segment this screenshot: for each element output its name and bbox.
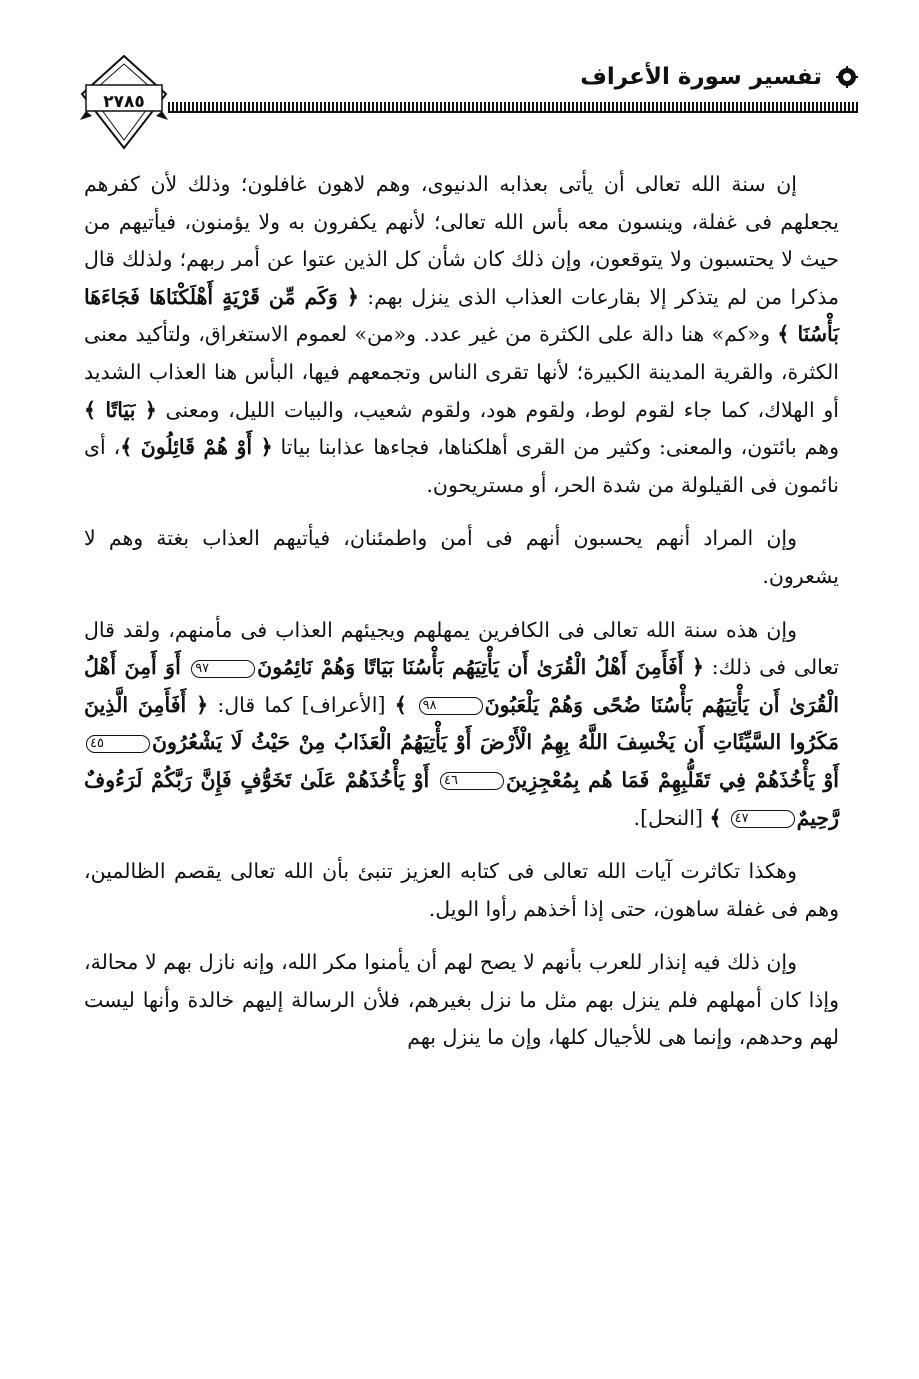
paragraph [84, 853, 839, 928]
quran-verse: ﴿ أَوْ هُمْ قَائِلُونَ ﴾ [120, 435, 273, 460]
running-title: تفسير سورة الأعراف [580, 64, 822, 90]
quran-verse: ﴿ بَيَاتًا ﴾ [84, 397, 157, 422]
text-segment: وإن ذلك فيه إنذار للعرب بأنهم لا يصح لهم أن يأمنوا مكر الله، وإنه نازل بهم لا محالة، وإذا كان أمهلهم فلم ينزل بهم مثل ما نزل بغيرهم، فلأن الرسالة إليهم خالدة وأنها ليست لهم وحدهم، وإنما هى للأجيال كلها، وإن ما ينزل بهم [84, 950, 839, 1050]
text-segment: ، أى نائمون فى القيلولة من شدة الحر، أو مستريحون. [84, 435, 839, 497]
text-segment: وهكذا تكاثرت آيات الله تعالى فى كتابه العزيز تنبئ بأن الله تعالى يقصم الظالمين، وهم فى غفلة ساهون، حتى إذا أخذهم رأوا الويل. [84, 859, 839, 921]
quran-verse: ﴾ [394, 692, 417, 717]
text-segment: و«كم» هنا دالة على الكثرة من غير عدد. و«من» لعموم الاستغراق، ولتأكيد معنى الكثرة، والقرية المدينة الكبيرة؛ لأنها تقرى الناس وتجمعهم فيها، البأس هنا العذاب الشديد أو الهلاك، كما جاء لقوم لوط، ولقوم هود، ولقوم شعيب، والبيات الليل، ومعنى [84, 322, 839, 422]
main-text [84, 166, 839, 1073]
page-number-badge [78, 52, 170, 152]
quran-verse: أَوْ يَأْخُذَهُمْ عَلَىٰ تَخَوُّفٍ فَإِنَّ رَبَّكُمْ لَرَءُوفٌ رَّحِيمٌ [84, 767, 839, 830]
quran-verse: أَوْ يَأْخُذَهُمْ فِي تَقَلُّبِهِمْ فَمَا هُم بِمُعْجِزِينَ [506, 767, 839, 792]
title-ornament-icon [836, 66, 858, 88]
quran-verse: أَوَ أَمِنَ أَهْلُ الْقُرَىٰ أَن يَأْتِيَهُم بَأْسُنَا ضُحًى وَهُمْ يَلْعَبُونَ [84, 655, 839, 717]
text-segment: [الأعراف] كما قال: [208, 692, 395, 717]
quran-verse: ﴿ وَكَم مِّن قَرْيَةٍ أَهْلَكْنَاهَا فَجَاءَهَا بَأْسُنَا ﴾ [84, 284, 840, 347]
paragraph [84, 166, 839, 504]
header-rule [168, 102, 858, 113]
running-header [580, 64, 858, 90]
quran-verse: ﴿ أَفَأَمِنَ الَّذِينَ مَكَرُوا السَّيِّئَاتِ أَن يَخْسِفَ اللَّهُ بِهِمُ الْأَرْضَ أَوْ يَأْتِيَهُمُ الْعَذَابُ مِنْ حَيْثُ لَا يَشْعُرُونَ [84, 692, 839, 755]
text-segment: إن سنة الله تعالى أن يأتى بعذابه الدنيوى، وهم لاهون غافلون؛ وذلك لأن كفرهم يجعلهم فى غفلة، وينسون معه بأس الله تعالى؛ لأنهم يكفرون به ولا يؤمنون، فيأتيهم من حيث لا يحتسبون ولا يتوقعون، وإن ذلك كان شأن كل الذين عتوا عن أمر ربهم؛ ولذلك قال مذكرا من لم يتذكر إلا بقارعات العذاب الذى ينزل بهم: [84, 172, 839, 309]
quran-verse: ﴾ [709, 805, 729, 830]
page-number: ٢٧٨٥ [103, 92, 145, 112]
text-segment: وهم بائتون، والمعنى: وكثير من القرى أهلكناها، فجاءها عذابنا بياتا [272, 435, 840, 460]
verse-number: ٩٧ [191, 660, 255, 678]
page-header [78, 52, 858, 162]
text-segment: وإن هذه سنة الله تعالى فى الكافرين يمهلهم ويجيئهم العذاب فى مأمنهم، ولقد قال تعالى فى ذلك: [84, 617, 839, 680]
verse-number: ٤٧ [731, 810, 795, 828]
verse-number: ٤٦ [440, 772, 504, 790]
paragraph [84, 612, 839, 838]
verse-number: ٩٨ [419, 697, 483, 715]
text-segment: وإن المراد أنهم يحسبون أنهم فى أمن واطمئنان، فيأتيهم العذاب بغتة وهم لا يشعرون. [84, 526, 839, 588]
text-segment: [النحل]. [633, 805, 710, 830]
quran-verse: ﴿ أَفَأَمِنَ أَهْلُ الْقُرَىٰ أَن يَأْتِيَهُم بَأْسُنَا بَيَاتًا وَهُمْ نَائِمُونَ [257, 655, 704, 680]
verse-number: ٤٥ [86, 735, 150, 753]
paragraph [84, 520, 839, 595]
paragraph [84, 944, 839, 1057]
